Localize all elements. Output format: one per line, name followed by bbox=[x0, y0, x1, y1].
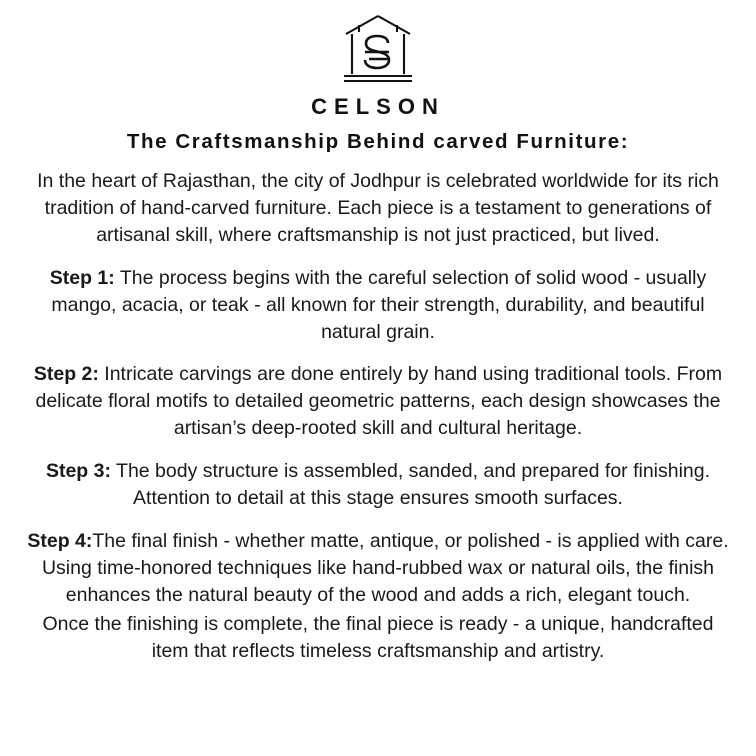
house-monogram-icon bbox=[339, 12, 417, 86]
step-1-paragraph bbox=[25, 265, 731, 346]
step-1-label: Step 1: bbox=[49, 266, 115, 289]
step-4-text: The final finish - whether matte, antique, or polished - is applied with care. Using time-honored techniques like hand-rubbed wax or natural oils, the finish enhances the natural beauty of the wood and adds a rich, elegant touch. bbox=[41, 529, 729, 606]
step-3-paragraph bbox=[25, 458, 731, 512]
brand-logo bbox=[339, 12, 417, 86]
step-3-text: The body structure is assembled, sanded, and prepared for finishing. Attention to detail at this stage ensures smooth surfaces. bbox=[110, 460, 711, 510]
step-4-label: Step 4: bbox=[27, 529, 93, 552]
step-2-text: Intricate carvings are done entirely by hand using traditional tools. From delicate floral motifs to detailed geometric patterns, each design showcases the artisan’s deep-rooted skill and cultural heritage. bbox=[35, 363, 723, 440]
step-3-label: Step 3: bbox=[45, 460, 111, 483]
step-1-text: The process begins with the careful selection of solid wood - usually mango, acacia, or teak - all known for their strength, durability, and beautiful natural grain. bbox=[51, 266, 707, 343]
step-2-label: Step 2: bbox=[33, 363, 99, 386]
brand-name: CELSON bbox=[311, 94, 445, 119]
intro-paragraph: In the heart of Rajasthan, the city of Jodhpur is celebrated worldwide for its rich tradition of hand-carved furniture. Each piece is a testament to generations of artisanal skill, where craftsmanship is not just practiced, but lived. bbox=[37, 170, 719, 246]
step-4-paragraph bbox=[25, 528, 731, 609]
step-2-paragraph bbox=[25, 361, 731, 442]
page-title: The Craftsmanship Behind carved Furniture: bbox=[126, 130, 630, 153]
closing-paragraph: Once the finishing is complete, the final piece is ready - a unique, handcrafted item that reflects timeless craftsmanship and artistry. bbox=[42, 612, 714, 662]
